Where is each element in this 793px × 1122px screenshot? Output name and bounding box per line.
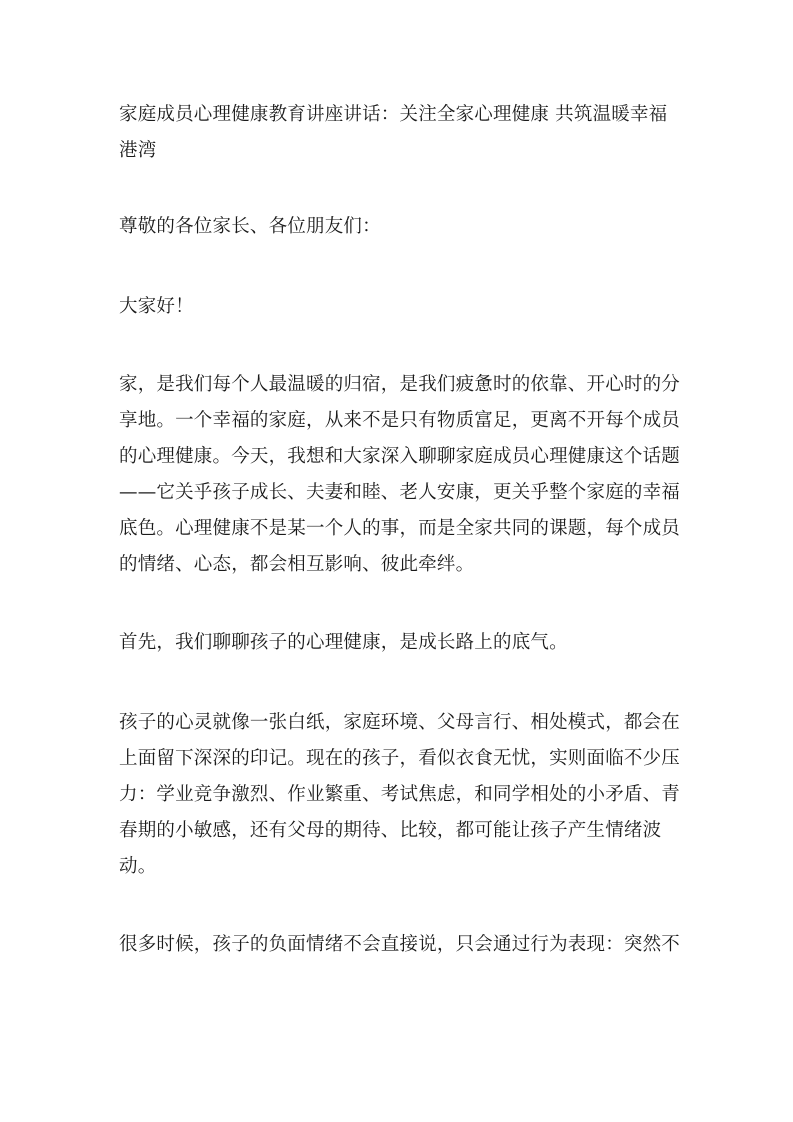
greeting: 大家好！ [119, 296, 194, 317]
paragraph: 孩子的心灵就像一张白纸，家庭环境、父母言行、相处模式，都会在上面留下深深的印记。现在的孩子，看似衣食无忧，实则面临不少压力：学业竞争激烈、作业繁重、考试焦虑，和同学相处的小矛盾、青春期的小敏感，还有父母的期待、比较，都可能让孩子产生情绪波动。 [119, 712, 681, 877]
paragraph: 很多时候，孩子的负面情绪不会直接说，只会通过行为表现：突然不 [119, 934, 681, 955]
salutation: 尊敬的各位家长、各位朋友们： [119, 216, 381, 237]
document-page [119, 97, 684, 1005]
paragraph: 首先，我们聊聊孩子的心理健康，是成长路上的底气。 [119, 632, 568, 653]
document-title: 家庭成员心理健康教育讲座讲话：关注全家心理健康 共筑温暖幸福港湾 [119, 104, 668, 161]
paragraph: 家，是我们每个人最温暖的归宿，是我们疲惫时的依靠、开心时的分享地。一个幸福的家庭，从来不是只有物质富足，更离不开每个成员的心理健康。今天，我想和大家深入聊聊家庭成员心理健康这个话题——它关乎孩子成长、夫妻和睦、老人安康，更关乎整个家庭的幸福底色。心理健康不是某一个人的事，而是全家共同的课题，每个成员的情绪、心态，都会相互影响、彼此牵绊。 [119, 374, 681, 575]
